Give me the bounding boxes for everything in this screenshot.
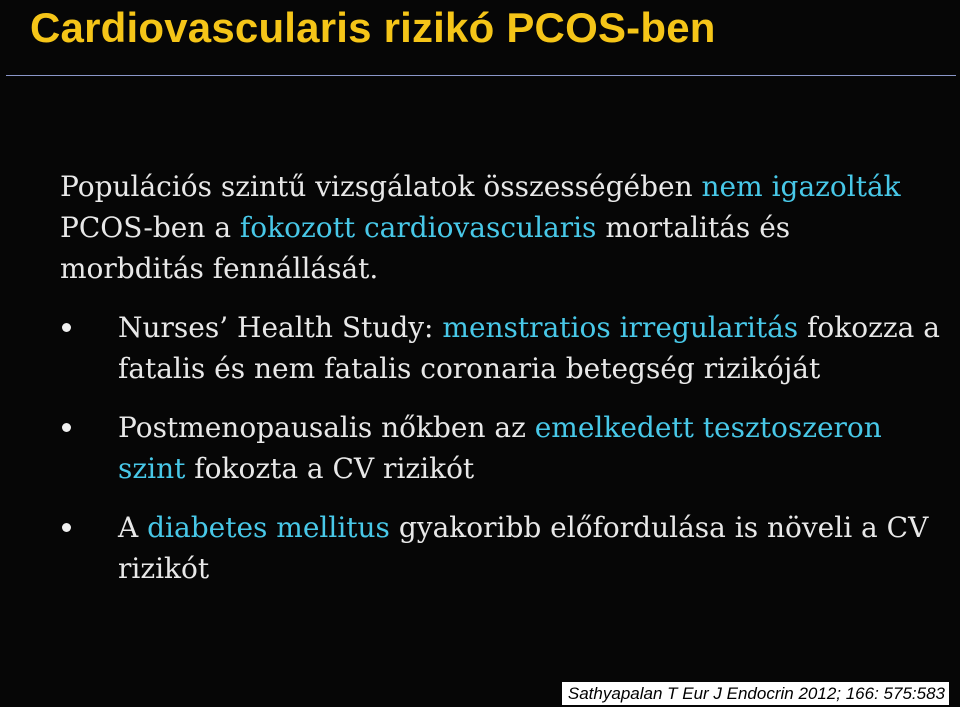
slide-content bbox=[60, 166, 940, 607]
slide-title: Cardiovascularis rizikó PCOS-ben bbox=[30, 4, 716, 51]
bullet-highlight: emelkedett tesztoszeron szint bbox=[118, 411, 882, 485]
intro-paragraph bbox=[60, 166, 940, 289]
bullet-dot-icon bbox=[62, 523, 71, 532]
intro-text: Populációs szintű vizsgálatok összességében bbox=[60, 170, 702, 203]
bullet-text: fokozta a CV rizikót bbox=[185, 452, 475, 485]
title-divider bbox=[6, 75, 956, 76]
citation: Sathyapalan T Eur J Endocrin 2012; 166: 575:583 bbox=[562, 682, 949, 705]
intro-highlight: fokozott cardiovascularis bbox=[239, 211, 597, 244]
bullet-highlight: diabetes mellitus bbox=[147, 511, 390, 544]
bullet-text: fokozza a fatalis és nem fatalis coronaria betegség rizikóját bbox=[118, 311, 940, 385]
bullet-text: gyakoribb előfordulása is növeli a CV rizikót bbox=[118, 511, 929, 585]
bullet-text: Postmenopausalis nőkben az bbox=[118, 411, 535, 444]
bullet-highlight: menstratios irregularitás bbox=[442, 311, 799, 344]
intro-text: mortalitás és morbditás fennállását. bbox=[60, 211, 791, 285]
bullet-item bbox=[60, 507, 940, 589]
intro-text: PCOS-ben a bbox=[60, 211, 240, 244]
bullet-list bbox=[60, 307, 940, 589]
bullet-text: A bbox=[118, 511, 148, 544]
bullet-item bbox=[60, 307, 940, 389]
bullet-dot-icon bbox=[62, 423, 71, 432]
bullet-item bbox=[60, 407, 940, 489]
intro-highlight: nem igazolták bbox=[701, 170, 901, 203]
bullet-text: Nurses’ Health Study: bbox=[118, 311, 443, 344]
bullet-dot-icon bbox=[62, 323, 71, 332]
